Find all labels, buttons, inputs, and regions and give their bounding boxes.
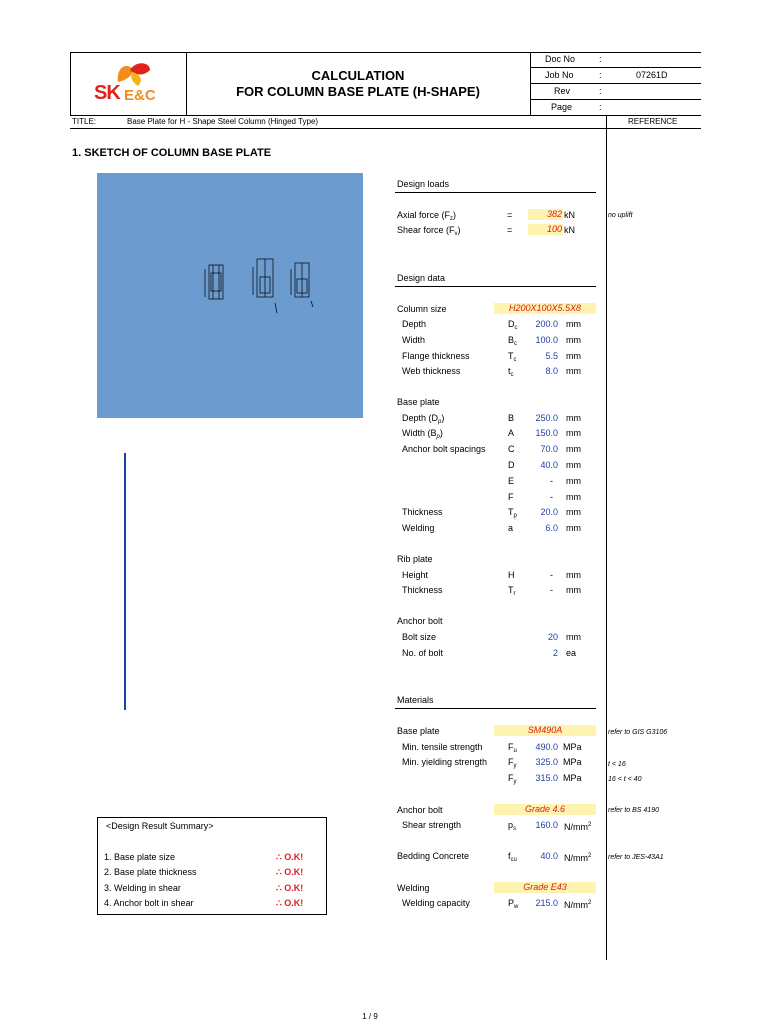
spacing-f-symbol: F [508, 492, 514, 502]
material-welding-label: Welding [397, 883, 430, 893]
bp-thickness-label: Thickness [402, 507, 443, 517]
fy-value: 325.0 [535, 757, 558, 767]
summary-heading: <Design Result Summary> [106, 821, 214, 831]
doc-title-line1: CALCULATION [311, 68, 405, 83]
reference-label: REFERENCE [628, 117, 678, 126]
welding-size-unit: mm [566, 523, 581, 533]
bolt-count-unit: ea [566, 648, 577, 658]
logo-ec-text: E&C [124, 87, 156, 104]
fy2-unit: MPa [563, 773, 582, 783]
bedding-label: Bedding Concrete [397, 851, 470, 861]
depth-label: Depth [402, 319, 427, 329]
spacing-f-unit: mm [566, 492, 581, 502]
bedding-ref: refer to JES-43A1 [608, 854, 664, 861]
spacing-e-value: - [550, 476, 553, 486]
title-value: Base Plate for H - Shape Steel Column (Hinged Type) [127, 117, 319, 126]
job-no-value: 07261D [636, 70, 668, 80]
summary-item-label: 3. Welding in shear [104, 883, 181, 893]
bp-depth-label: Depth $(D_p)$ [402, 413, 445, 425]
fy-ref: t < 16 [608, 761, 626, 768]
fu-value: 490.0 [535, 742, 558, 752]
fu-unit: MPa [563, 742, 582, 752]
page-number: 1 / 9 [362, 1012, 378, 1021]
material-base-plate-value[interactable]: SM490A [494, 725, 596, 736]
width-symbol: $B_c$ [508, 335, 518, 347]
spacing-d-symbol: D [508, 460, 515, 470]
axial-force-unit: kN [564, 210, 575, 220]
summary-item-label: 1. Base plate size [104, 852, 176, 862]
summary-item-result: ∴ O.K! [276, 867, 304, 877]
page-colon: : [599, 102, 602, 112]
welding-size-symbol: a [508, 523, 514, 533]
bp-width-value: 150.0 [535, 428, 558, 438]
bolt-count-value: 2 [552, 648, 558, 658]
bedding-unit: $N/mm^2$ [564, 853, 592, 863]
shear-force-eq: = [507, 225, 513, 235]
logo-butterfly-icon [114, 60, 154, 88]
flange-thickness-value: 5.5 [545, 351, 558, 361]
rib-height-symbol: H [508, 570, 515, 580]
summary-item-result: ∴ O.K! [276, 883, 304, 893]
page-label: Page [551, 102, 573, 112]
flange-thickness-symbol: $T_c$ [508, 351, 517, 363]
design-data-heading: Design data [397, 273, 446, 283]
material-welding-value[interactable]: Grade E43 [494, 882, 596, 893]
doc-no-colon: : [599, 54, 602, 64]
bp-thickness-unit: mm [566, 507, 581, 517]
title-label: TITLE: [72, 117, 97, 126]
fy-unit: MPa [563, 757, 582, 767]
welding-size-label: Welding [402, 523, 435, 533]
job-no-label: Job No [545, 70, 574, 80]
bolt-size-unit: mm [566, 632, 581, 642]
spacing-c-symbol: C [508, 444, 515, 454]
column-base-plate-sketch [97, 173, 363, 418]
width-label: Width [402, 335, 426, 345]
width-value: 100.0 [535, 335, 558, 345]
spacing-c-unit: mm [566, 444, 581, 454]
rib-thickness-symbol: $T_r$ [508, 585, 516, 597]
rib-thickness-value: - [550, 585, 553, 595]
rib-thickness-label: Thickness [402, 585, 443, 595]
column-size-label: Column size [397, 304, 447, 314]
fy2-symbol: $F_y$ [508, 773, 517, 785]
fy2-ref: 16 < t < 40 [608, 776, 642, 783]
design-result-summary [97, 817, 327, 915]
bp-width-unit: mm [566, 428, 581, 438]
rib-height-unit: mm [566, 570, 581, 580]
spacing-d-unit: mm [566, 460, 581, 470]
spacing-e-unit: mm [566, 476, 581, 486]
rev-colon: : [599, 86, 602, 96]
axial-force-ref: no uplift [608, 212, 633, 219]
spacing-f-value: - [550, 492, 553, 502]
web-thickness-unit: mm [566, 366, 581, 376]
material-anchor-value[interactable]: Grade 4.6 [494, 804, 596, 815]
shear-strength-label: Shear strength [402, 820, 462, 830]
bolt-size-value: 20 [547, 632, 558, 642]
material-anchor-ref: refer to BS 4190 [608, 807, 659, 814]
spacing-d-value: 40.0 [540, 460, 558, 470]
bp-thickness-value: 20.0 [540, 507, 558, 517]
job-no-colon: : [599, 70, 602, 80]
anchor-bolt-heading: Anchor bolt [397, 616, 443, 626]
bp-depth-unit: mm [566, 413, 581, 423]
materials-heading: Materials [397, 695, 434, 705]
column-size-value[interactable]: H200X100X5.5X8 [494, 303, 596, 314]
shear-strength-symbol: $p_s$ [508, 820, 517, 832]
shear-force-label: Shear force $(F_v)$ [397, 225, 461, 237]
logo-sk-text: SK [94, 82, 120, 104]
summary-item-label: 2. Base plate thickness [104, 867, 197, 877]
bp-thickness-symbol: $T_p$ [508, 507, 517, 519]
material-base-plate-ref: refer to GIS G3106 [608, 729, 668, 736]
fu-symbol: $F_u$ [508, 742, 517, 754]
depth-unit: mm [566, 319, 581, 329]
shear-force-value[interactable]: 100 [528, 224, 563, 235]
shear-strength-unit: $N/mm^2$ [564, 822, 592, 832]
base-plate-heading: Base plate [397, 397, 440, 407]
welding-capacity-unit: $N/mm^2$ [564, 900, 592, 910]
web-thickness-value: 8.0 [545, 366, 558, 376]
shear-strength-value: 160.0 [535, 820, 558, 830]
flange-thickness-label: Flange thickness [402, 351, 470, 361]
welding-capacity-value: 215.0 [535, 898, 558, 908]
axial-force-eq: = [507, 210, 513, 220]
company-logo [92, 60, 182, 106]
sketch-drawing-icon [97, 173, 363, 418]
bolt-size-label: Bolt size [402, 632, 437, 642]
bp-depth-symbol: B [508, 413, 515, 423]
doc-title-line2: FOR COLUMN BASE PLATE (H-SHAPE) [236, 84, 480, 99]
rib-height-value: - [550, 570, 553, 580]
welding-capacity-label: Welding capacity [402, 898, 470, 908]
design-loads-heading: Design loads [397, 179, 450, 189]
doc-no-label: Doc No [545, 54, 576, 64]
depth-value: 200.0 [535, 319, 558, 329]
summary-item-result: ∴ O.K! [276, 852, 304, 862]
material-base-plate-label: Base plate [397, 726, 440, 736]
fu-label: Min. tensile strength [402, 742, 483, 752]
sketch-vertical-line [124, 453, 126, 710]
spacing-c-value: 70.0 [540, 444, 558, 454]
bedding-symbol: $f_{cu}$ [508, 851, 517, 863]
flange-thickness-unit: mm [566, 351, 581, 361]
web-thickness-label: Web thickness [402, 366, 461, 376]
axial-force-label: Axial force $(F_z)$ [397, 210, 457, 222]
fy2-value: 315.0 [535, 773, 558, 783]
welding-size-value: 6.0 [545, 523, 558, 533]
bp-width-symbol: A [508, 428, 515, 438]
fy-label: Min. yielding strength [402, 757, 488, 767]
fy-symbol: $F_y$ [508, 757, 517, 769]
axial-force-value[interactable]: 382 [528, 209, 563, 220]
material-anchor-label: Anchor bolt [397, 805, 443, 815]
bolt-count-label: No. of bolt [402, 648, 444, 658]
section-title: 1. SKETCH OF COLUMN BASE PLATE [72, 147, 272, 159]
spacing-e-symbol: E [508, 476, 515, 486]
summary-item-result: ∴ O.K! [276, 898, 304, 908]
bp-depth-value: 250.0 [535, 413, 558, 423]
rib-plate-heading: Rib plate [397, 554, 433, 564]
rib-thickness-unit: mm [566, 585, 581, 595]
welding-capacity-symbol: $P_w$ [508, 898, 519, 910]
rev-label: Rev [554, 86, 571, 96]
anchor-spacing-label: Anchor bolt spacings [402, 444, 486, 454]
bp-width-label: Width $(B_p)$ [402, 428, 443, 440]
summary-item-label: 4. Anchor bolt in shear [104, 898, 194, 908]
shear-force-unit: kN [564, 225, 575, 235]
width-unit: mm [566, 335, 581, 345]
depth-symbol: $D_c$ [508, 319, 518, 331]
bedding-value: 40.0 [540, 851, 558, 861]
web-thickness-symbol: $t_c$ [508, 366, 514, 378]
rib-height-label: Height [402, 570, 429, 580]
